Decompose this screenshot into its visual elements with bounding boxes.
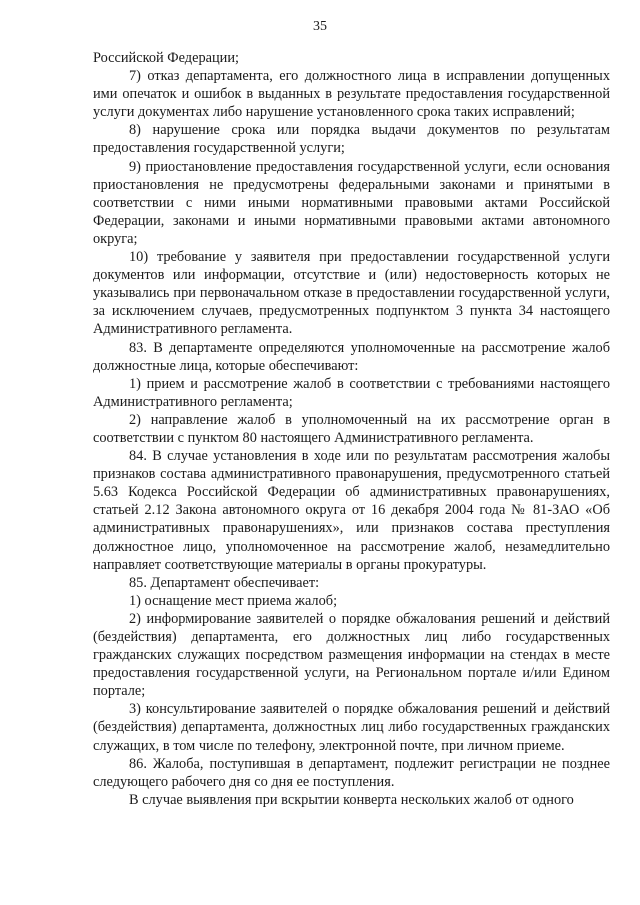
document-body bbox=[93, 49, 610, 809]
clause-85-item-1: 1) оснащение мест приема жалоб; bbox=[129, 592, 338, 609]
clause-83-item-1: 1) прием и рассмотрение жалоб в соответствии с требованиями настоящего Административного регламента; bbox=[93, 375, 610, 410]
list-item-8: 8) нарушение срока или порядка выдачи документов по результатам предоставления государственной услуги; bbox=[93, 122, 610, 157]
paragraph-final: В случае выявления при вскрытии конверта нескольких жалоб от одного bbox=[129, 791, 574, 808]
clause-85: 85. Департамент обеспечивает: bbox=[129, 574, 320, 591]
clause-83-item-2: 2) направление жалоб в уполномоченный на их рассмотрение орган в соответствии с пунктом 80 настоящего Административного регламента. bbox=[93, 411, 610, 446]
clause-84: 84. В случае установления в ходе или по результатам рассмотрения жалобы признаков состава административного правонарушения, предусмотренного статьей 5.63 Кодекса Российской Федерации об административных правонарушениях, статьей 2.12 Закона автономного округа от 16 декабря 2004 года № 81-ЗАО «Об административных правонарушениях», или признаков состава преступления должностное лицо, уполномоченное на рассмотрение жалоб, незамедлительно направляет соответствующие материалы в органы прокуратуры. bbox=[93, 448, 610, 573]
paragraph-continuation: Российской Федерации; bbox=[93, 50, 240, 66]
list-item-7: 7) отказ департамента, его должностного лица в исправлении допущенных ими опечаток и ошибок в выданных в результате предоставления государственной услуги документах либо нарушение установленного срока таких исправлений; bbox=[93, 68, 610, 121]
clause-86: 86. Жалоба, поступившая в департамент, подлежит регистрации не позднее следующего рабочего дня со дня ее поступления. bbox=[93, 755, 610, 790]
page-number: 35 bbox=[313, 19, 327, 34]
clause-85-item-2: 2) информирование заявителей о порядке обжалования решений и действий (бездействия) департамента, его должностных лиц либо государственных гражданских служащих посредством размещения информации на стендах в месте предоставления государственной услуги, на Региональном портале и/или Едином портале; bbox=[93, 610, 610, 700]
list-item-10: 10) требование у заявителя при предоставлении государственной услуги документов или информации, отсутствие и (или) недостоверность которых не указывались при первоначальном отказе в предоставлении государственной услуги, за исключением случаев, предусмотренных подпунктом 3 пункта 34 настоящего Административного регламента. bbox=[93, 249, 610, 338]
list-item-9: 9) приостановление предоставления государственной услуги, если основания приостановления не предусмотрены федеральными законами и принятыми в соответствии с ними иными нормативными правовыми актами Российской Федерации, законами и иными нормативными правовыми актами автономного округа; bbox=[93, 158, 610, 247]
clause-85-item-3: 3) консультирование заявителей о порядке обжалования решений и действий (бездействия) департамента, должностных лиц либо государственных гражданских служащих, в том числе по телефону, электронной почте, при личном приеме. bbox=[93, 701, 610, 754]
clause-83: 83. В департаменте определяются уполномоченные на рассмотрение жалоб должностные лица, которые обеспечивают: bbox=[93, 339, 610, 374]
